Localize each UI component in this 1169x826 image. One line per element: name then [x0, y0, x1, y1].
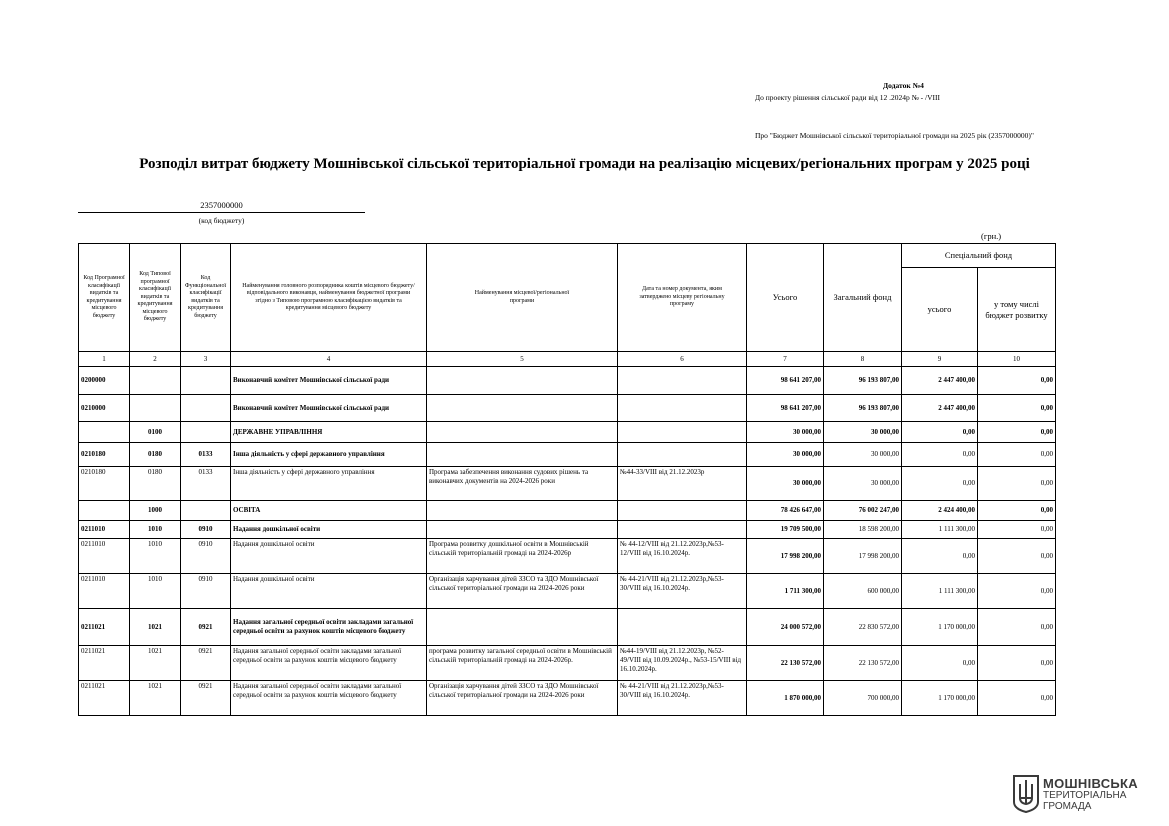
- cell-functional-code: [181, 501, 231, 521]
- cell-program-code: 0210180: [79, 467, 130, 501]
- cell-manager-name: Надання загальної середньої освіти закладами загальної середньої освіти за рахунок коштів місцевого бюджету: [231, 609, 427, 646]
- cell-typical-code: 1021: [130, 681, 181, 716]
- cell-general-fund: 30 000,00: [824, 467, 902, 501]
- cell-program-code: 0211010: [79, 539, 130, 574]
- cell-development-budget: 0,00: [978, 422, 1056, 443]
- cell-document: [618, 367, 747, 395]
- cell-manager-name: Надання загальної середньої освіти закладами загальної середньої освіти за рахунок коштів місцевого бюджету: [231, 681, 427, 716]
- cell-functional-code: 0921: [181, 646, 231, 681]
- cell-development-budget: 0,00: [978, 443, 1056, 467]
- cell-typical-code: 0180: [130, 443, 181, 467]
- header-total: Усього: [747, 244, 824, 352]
- cell-program-code: 0211021: [79, 609, 130, 646]
- cell-program-code: 0211021: [79, 646, 130, 681]
- cell-program-name: Програма розвитку дошкільної освіти в Мошнівській сільській територіальній громаді на 2024-2026р: [427, 539, 618, 574]
- header-functional-code: Код Функціональної класифікації видатків та кредитування бюджету: [181, 244, 231, 352]
- cell-development-budget: 0,00: [978, 501, 1056, 521]
- table-row: [79, 395, 1056, 422]
- appendix-line: До проекту рішення сільської ради від 12 .2024р № - /VIII: [755, 93, 940, 102]
- cell-functional-code: 0921: [181, 609, 231, 646]
- cell-general-fund: 76 002 247,00: [824, 501, 902, 521]
- cell-special-total: 1 111 300,00: [902, 521, 978, 539]
- cell-total: 30 000,00: [747, 443, 824, 467]
- cell-program-code: 0200000: [79, 367, 130, 395]
- cell-development-budget: 0,00: [978, 395, 1056, 422]
- cell-total: 30 000,00: [747, 467, 824, 501]
- cell-total: 98 641 207,00: [747, 395, 824, 422]
- column-number: 10: [978, 352, 1056, 367]
- cell-general-fund: 18 598 200,00: [824, 521, 902, 539]
- cell-special-total: 0,00: [902, 443, 978, 467]
- cell-program-name: [427, 521, 618, 539]
- cell-manager-name: ОСВІТА: [231, 501, 427, 521]
- logo-line-2: ТЕРИТОРІАЛЬНА: [1043, 789, 1127, 801]
- cell-document: [618, 501, 747, 521]
- cell-typical-code: [130, 367, 181, 395]
- cell-general-fund: 30 000,00: [824, 422, 902, 443]
- cell-special-total: 0,00: [902, 467, 978, 501]
- cell-development-budget: 0,00: [978, 467, 1056, 501]
- cell-general-fund: 30 000,00: [824, 443, 902, 467]
- cell-program-name: [427, 609, 618, 646]
- cell-program-code: 0211010: [79, 574, 130, 609]
- cell-general-fund: 22 830 572,00: [824, 609, 902, 646]
- cell-functional-code: 0910: [181, 574, 231, 609]
- cell-special-total: 0,00: [902, 422, 978, 443]
- cell-special-total: 1 111 300,00: [902, 574, 978, 609]
- cell-program-name: [427, 395, 618, 422]
- cell-program-code: 0211021: [79, 681, 130, 716]
- cell-total: 19 709 500,00: [747, 521, 824, 539]
- header-development-budget: у тому числі бюджет розвитку: [978, 268, 1056, 352]
- header-typical-code: Код Типової програмної класифікації видатків та кредитування місцевого бюджету: [130, 244, 181, 352]
- cell-manager-name: Інша діяльність у сфері державного управління: [231, 443, 427, 467]
- cell-development-budget: 0,00: [978, 609, 1056, 646]
- cell-general-fund: 96 193 807,00: [824, 395, 902, 422]
- cell-document: [618, 422, 747, 443]
- header-document: Дата та номер документа, яким затверджено місцеву регіональну програму: [618, 244, 747, 352]
- cell-development-budget: 0,00: [978, 539, 1056, 574]
- table-row: [79, 646, 1056, 681]
- cell-total: 98 641 207,00: [747, 367, 824, 395]
- cell-functional-code: [181, 367, 231, 395]
- cell-program-name: [427, 501, 618, 521]
- cell-program-name: [427, 422, 618, 443]
- cell-development-budget: 0,00: [978, 521, 1056, 539]
- cell-general-fund: 700 000,00: [824, 681, 902, 716]
- cell-manager-name: Надання дошкільної освіти: [231, 521, 427, 539]
- cell-manager-name: Надання дошкільної освіти: [231, 539, 427, 574]
- cell-functional-code: 0133: [181, 443, 231, 467]
- logo-line-3: ГРОМАДА: [1043, 800, 1092, 812]
- cell-development-budget: 0,00: [978, 367, 1056, 395]
- cell-functional-code: 0921: [181, 681, 231, 716]
- cell-program-name: програма розвитку загальної середньої освіти в Мошнівській сільській територіальній громаді на 2024-2026р.: [427, 646, 618, 681]
- cell-program-name: Програма забезпечення виконання судових рішень та виконавчих документів на 2024-2026 роки: [427, 467, 618, 501]
- cell-program-code: [79, 501, 130, 521]
- cell-development-budget: 0,00: [978, 681, 1056, 716]
- cell-manager-name: Надання дошкільної освіти: [231, 574, 427, 609]
- cell-general-fund: 96 193 807,00: [824, 367, 902, 395]
- cell-functional-code: [181, 422, 231, 443]
- table-row: [79, 681, 1056, 716]
- cell-special-total: 1 170 000,00: [902, 609, 978, 646]
- cell-total: 17 998 200,00: [747, 539, 824, 574]
- cell-general-fund: 600 000,00: [824, 574, 902, 609]
- cell-program-name: [427, 443, 618, 467]
- cell-total: 22 130 572,00: [747, 646, 824, 681]
- column-number: 4: [231, 352, 427, 367]
- cell-typical-code: 1010: [130, 539, 181, 574]
- header-general-fund: Загальний фонд: [824, 244, 902, 352]
- cell-program-code: 0210180: [79, 443, 130, 467]
- cell-typical-code: 1010: [130, 574, 181, 609]
- header-special-total: усього: [902, 268, 978, 352]
- logo-line-1: МОШНІВСЬКА: [1043, 775, 1138, 791]
- table-row: [79, 422, 1056, 443]
- budget-code-block: [78, 199, 365, 225]
- header-special-fund: Спеціальний фонд: [902, 244, 1056, 268]
- cell-total: 1 870 000,00: [747, 681, 824, 716]
- cell-manager-name: ДЕРЖАВНЕ УПРАВЛІННЯ: [231, 422, 427, 443]
- community-logo: [1012, 774, 1138, 814]
- cell-program-name: Організація харчування дітей ЗЗСО та ЗДО Мошнівської сільської територіальної громади на 2024-2026 роки: [427, 574, 618, 609]
- cell-special-total: 0,00: [902, 646, 978, 681]
- cell-program-code: 0210000: [79, 395, 130, 422]
- cell-document: №44-19/VIII від 21.12.2023р, №52-49/VIII від 10.09.2024р., №53-15/VIII від 16.10.2024р.: [618, 646, 747, 681]
- cell-manager-name: Виконавчий комітет Мошнівської сільської ради: [231, 395, 427, 422]
- about-text: Про "Бюджет Мошнівської сільської територіальної громади на 2025 рік (2357000000)": [755, 131, 1034, 140]
- cell-document: [618, 609, 747, 646]
- cell-manager-name: Надання загальної середньої освіти закладами загальної середньої освіти за рахунок коштів місцевого бюджету: [231, 646, 427, 681]
- column-number: 8: [824, 352, 902, 367]
- cell-special-total: 0,00: [902, 539, 978, 574]
- header-program-name: Найменування місцевої/регіональної програми: [427, 244, 618, 352]
- cell-functional-code: 0910: [181, 521, 231, 539]
- budget-code-caption: (код бюджету): [198, 216, 245, 225]
- cell-typical-code: 0180: [130, 467, 181, 501]
- table-row: [79, 467, 1056, 501]
- cell-special-total: 2 424 400,00: [902, 501, 978, 521]
- header-manager-name: Найменування головного розпорядника коштів місцевого бюджету/ відповідального виконавця, найменування бюджетної програми згідно з Типовою програмною класифікацією видатків та кредитування місцевого бюджету: [231, 244, 427, 352]
- cell-program-name: [427, 367, 618, 395]
- column-number: 6: [618, 352, 747, 367]
- column-number: 5: [427, 352, 618, 367]
- cell-manager-name: Виконавчий комітет Мошнівської сільської ради: [231, 367, 427, 395]
- cell-document: № 44-21/VIII від 21.12.2023р,№53-30/VIII від 16.10.2024р.: [618, 681, 747, 716]
- column-number: 3: [181, 352, 231, 367]
- cell-special-total: 1 170 000,00: [902, 681, 978, 716]
- cell-functional-code: 0133: [181, 467, 231, 501]
- page-title: Розподіл витрат бюджету Мошнівської сільської територіальної громади на реалізацію місцевих/регіональних програм у 2025 році: [139, 156, 1030, 172]
- cell-program-code: 0211010: [79, 521, 130, 539]
- cell-total: 78 426 647,00: [747, 501, 824, 521]
- cell-typical-code: 1021: [130, 646, 181, 681]
- cell-document: [618, 395, 747, 422]
- cell-total: 30 000,00: [747, 422, 824, 443]
- cell-general-fund: 17 998 200,00: [824, 539, 902, 574]
- cell-development-budget: 0,00: [978, 646, 1056, 681]
- cell-special-total: 2 447 400,00: [902, 367, 978, 395]
- cell-program-code: [79, 422, 130, 443]
- appendix-title: Додаток №4: [883, 81, 924, 90]
- cell-functional-code: [181, 395, 231, 422]
- cell-program-name: Організація харчування дітей ЗЗСО та ЗДО Мошнівської сільської територіальної громади на 2024-2026 роки: [427, 681, 618, 716]
- cell-document: [618, 521, 747, 539]
- cell-typical-code: [130, 395, 181, 422]
- table-row: [79, 367, 1056, 395]
- table-row: [79, 574, 1056, 609]
- cell-typical-code: 1000: [130, 501, 181, 521]
- table-row: [79, 539, 1056, 574]
- table-body: [79, 367, 1056, 716]
- column-number: 7: [747, 352, 824, 367]
- table-row: [79, 501, 1056, 521]
- table-row: [79, 443, 1056, 467]
- cell-total: 1 711 300,00: [747, 574, 824, 609]
- cell-typical-code: 1010: [130, 521, 181, 539]
- table-row: [79, 521, 1056, 539]
- cell-special-total: 2 447 400,00: [902, 395, 978, 422]
- table-row: [79, 609, 1056, 646]
- cell-general-fund: 22 130 572,00: [824, 646, 902, 681]
- column-number: 1: [79, 352, 130, 367]
- cell-manager-name: Інша діяльність у сфері державного управління: [231, 467, 427, 501]
- table-header: [79, 244, 1056, 367]
- cell-document: [618, 443, 747, 467]
- cell-functional-code: 0910: [181, 539, 231, 574]
- column-number: 2: [130, 352, 181, 367]
- cell-development-budget: 0,00: [978, 574, 1056, 609]
- cell-document: № 44-21/VIII від 21.12.2023р,№53-30/VIII від 16.10.2024р.: [618, 574, 747, 609]
- cell-typical-code: 1021: [130, 609, 181, 646]
- trident-emblem-icon: [1012, 774, 1040, 814]
- budget-code-value: 2357000000: [78, 199, 365, 213]
- cell-total: 24 000 572,00: [747, 609, 824, 646]
- header-program-code: Код Програмної класифікації видатків та кредитування місцевого бюджету: [79, 244, 130, 352]
- cell-document: №44-33/VIII від 21.12.2023р: [618, 467, 747, 501]
- cell-document: № 44-12/VIII від 21.12.2023р,№53-12/VIII від 16.10.2024р.: [618, 539, 747, 574]
- column-numbers-row: [79, 352, 1056, 367]
- cell-typical-code: 0100: [130, 422, 181, 443]
- appendix-block: [755, 80, 940, 104]
- column-number: 9: [902, 352, 978, 367]
- budget-table: [78, 243, 1056, 716]
- currency-unit: (грн.): [981, 231, 1002, 241]
